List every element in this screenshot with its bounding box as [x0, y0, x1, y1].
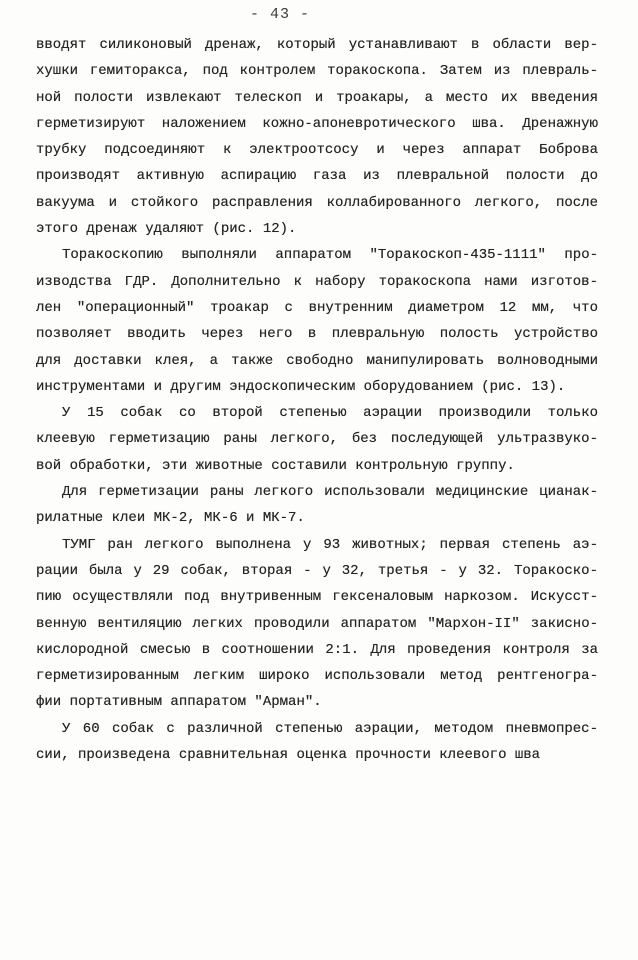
text-line: инструментами и другим эндоскопическим оборудованием (рис. 13).: [36, 378, 566, 395]
body-text: [36, 32, 598, 768]
text-line: венную вентиляцию легких проводили аппаратом "Мархон-II" закисно-: [36, 615, 598, 632]
text-line: герметизируют наложением кожно-апоневротического шва. Дренажную: [36, 115, 598, 132]
text-line: клеевую герметизацию раны легкого, без последующей ультразвуко-: [36, 431, 598, 448]
text-line: этого дренаж удаляют (рис. 12).: [36, 221, 297, 238]
page-number: - 43 -: [249, 6, 310, 23]
text-line: Торакоскопию выполняли аппаратом "Торакоскоп-435-1111" про-: [62, 247, 598, 264]
text-line: рации была у 29 собак, вторая - у 32, третья - у 32. Торакоско-: [36, 562, 598, 579]
text-line: У 60 собак с различной степенью аэрации, методом пневмопрес-: [62, 720, 598, 737]
text-line: трубку подсоединяют к электроотсосу и через аппарат Боброва: [36, 142, 598, 159]
text-line: вводят силиконовый дренаж, который устанавливают в области вер-: [36, 37, 598, 53]
text-line: ТУМГ ран легкого выполнена у 93 животных; первая степень аэ-: [62, 536, 598, 553]
text-line: Для герметизации раны легкого использовали медицинские цианак-: [62, 484, 598, 501]
text-line: для доставки клея, а также свободно манипулировать волноводными: [36, 352, 598, 369]
text-line: лен "операционный" троакар с внутренним диаметром 12 мм, что: [36, 299, 598, 316]
text-line: кислородной смесью в соотношении 2:1. Для проведения контроля за: [36, 641, 598, 658]
text-line: вакуума и стойкого расправления коллабированного легкого, после: [36, 194, 598, 211]
text-line: изводства ГДР. Дополнительно к набору торакоскопа нами изготов-: [36, 273, 598, 290]
text-line: фии портативным аппаратом "Арман".: [36, 694, 322, 711]
text-line: У 15 собак со второй степенью аэрации производили только: [62, 405, 598, 422]
text-line: сии, произведена сравнительная оценка прочности клеевого шва: [36, 747, 541, 764]
text-line: рилатные клеи МК-2, МК-6 и МК-7.: [36, 510, 305, 527]
text-line: производят активную аспирацию газа из плевральной полости до: [36, 168, 598, 185]
text-line: ной полости извлекают телескоп и троакары, а место их введения: [36, 89, 598, 106]
text-line: позволяет вводить через него в плевральную полость устройство: [36, 326, 598, 343]
text-line: вой обработки, эти животные составили контрольную группу.: [36, 457, 515, 474]
text-line: хушки гемиторакса, под контролем торакоскопа. Затем из плевраль-: [36, 63, 598, 80]
text-line: пию осуществляли под внутривенным гексеналовым наркозом. Искусст-: [36, 589, 598, 606]
text-line: герметизированным легким широко использовали метод рентгеногра-: [36, 668, 598, 685]
